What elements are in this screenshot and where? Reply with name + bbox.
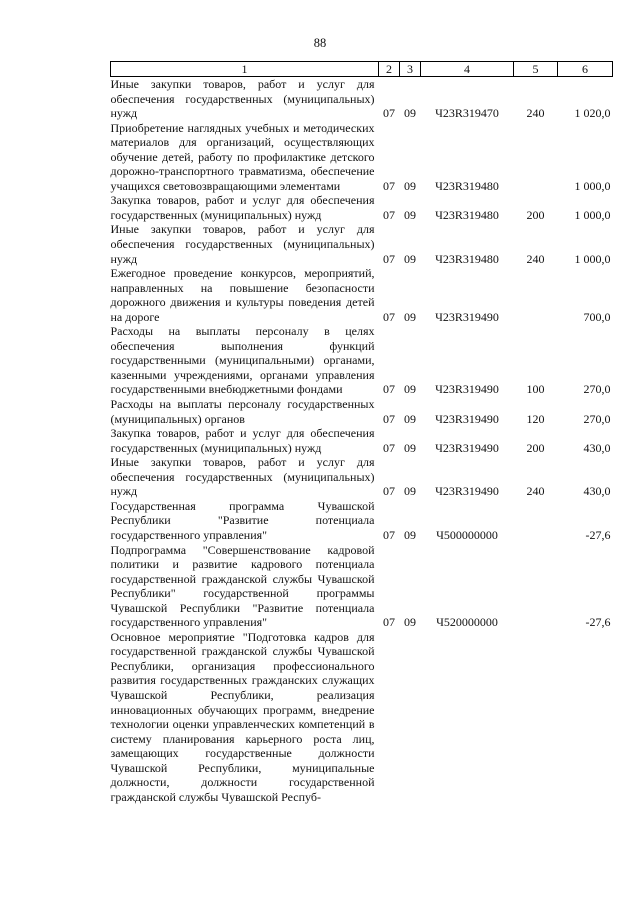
row-expense-type bbox=[514, 266, 558, 324]
row-section: 07 bbox=[383, 178, 395, 193]
row-expense-type bbox=[514, 630, 558, 805]
row-target-article: Ч23R319480 bbox=[435, 207, 499, 222]
row-section: 07 bbox=[383, 207, 395, 222]
table-row bbox=[111, 324, 613, 397]
page-number: 88 bbox=[313, 36, 327, 50]
row-section: 07 bbox=[383, 106, 395, 121]
row-target-article: Ч23R319490 bbox=[435, 484, 499, 499]
row-target-article: Ч500000000 bbox=[436, 527, 498, 542]
row-target-article: Ч23R319490 bbox=[435, 382, 499, 397]
row-description: Приобретение наглядных учебных и методических материалов для организаций, осуществляющих обучение детей, работу по профилактике детского дорожно-транспортного травматизма, обеспечение учащихся световозвращающими элементами bbox=[110, 120, 375, 193]
row-subsection: 09 bbox=[404, 527, 416, 542]
header-col-5: 5 bbox=[514, 62, 558, 77]
table-row bbox=[111, 455, 613, 499]
row-description: Иные закупки товаров, работ и услуг для обеспечения государственных (муниципальных) нужд bbox=[110, 222, 375, 266]
row-description: Закупка товаров, работ и услуг для обеспечения государственных (муниципальных) нужд bbox=[110, 193, 375, 222]
table-row bbox=[111, 426, 613, 455]
row-section: 07 bbox=[383, 309, 395, 324]
row-expense-type: 100 bbox=[526, 382, 545, 397]
row-section: 07 bbox=[383, 615, 395, 630]
row-subsection: 09 bbox=[404, 382, 416, 397]
row-subsection bbox=[400, 630, 421, 805]
table-row bbox=[111, 630, 613, 805]
table-row bbox=[111, 266, 613, 324]
row-expense-type bbox=[514, 499, 558, 543]
row-amount: 700,0 bbox=[583, 309, 611, 324]
table-row bbox=[111, 121, 613, 194]
row-expense-type: 200 bbox=[526, 440, 545, 455]
row-amount: -27,6 bbox=[585, 615, 611, 630]
row-subsection: 09 bbox=[404, 615, 416, 630]
row-target-article: Ч23R319480 bbox=[435, 251, 499, 266]
row-section: 07 bbox=[383, 251, 395, 266]
row-amount: 430,0 bbox=[583, 484, 611, 499]
row-amount: 430,0 bbox=[583, 440, 611, 455]
row-subsection: 09 bbox=[404, 411, 416, 426]
row-target-article: Ч520000000 bbox=[436, 615, 498, 630]
row-subsection: 09 bbox=[404, 440, 416, 455]
row-expense-type bbox=[514, 121, 558, 194]
header-col-1: 1 bbox=[111, 62, 379, 77]
row-section: 07 bbox=[383, 527, 395, 542]
row-section bbox=[379, 630, 400, 805]
header-col-6: 6 bbox=[558, 62, 613, 77]
row-section: 07 bbox=[383, 440, 395, 455]
row-target-article bbox=[421, 630, 514, 805]
row-amount: -27,6 bbox=[585, 527, 611, 542]
row-subsection: 09 bbox=[404, 106, 416, 121]
row-expense-type: 200 bbox=[526, 207, 545, 222]
row-description: Расходы на выплаты персоналу государственных (муниципальных) органов bbox=[110, 397, 375, 426]
row-description: Основное мероприятие "Подготовка кадров для государственной гражданской службы Чувашской Республики, организация профессионального развития государственных гражданских служащих Чувашской Республики, реализация инновационных обучающих программ, внедрение технологии оценки управленческих компетенций в систему планирования карьерного роста лиц, замещающих государственные должности Чувашской Республики, муниципальные должности, должности государственной гражданской службы Чувашской Респуб- bbox=[110, 629, 375, 804]
row-description: Закупка товаров, работ и услуг для обеспечения государственных (муниципальных) нужд bbox=[110, 426, 375, 455]
row-amount bbox=[558, 630, 613, 805]
row-expense-type bbox=[514, 543, 558, 630]
row-description: Иные закупки товаров, работ и услуг для обеспечения государственных (муниципальных) нужд bbox=[110, 455, 375, 499]
row-section: 07 bbox=[383, 382, 395, 397]
row-target-article: Ч23R319470 bbox=[435, 106, 499, 121]
row-section: 07 bbox=[383, 484, 395, 499]
header-col-2: 2 bbox=[379, 62, 400, 77]
row-expense-type: 240 bbox=[526, 251, 545, 266]
row-amount: 270,0 bbox=[583, 411, 611, 426]
row-amount: 1 000,0 bbox=[574, 251, 611, 266]
row-description: Подпрограмма "Совершенствование кадровой политики и развитие кадрового потенциала государственной гражданской службы Чувашской Республики" государственной программы Чувашской Республики "Развитие потенциала государственного управления" bbox=[110, 542, 375, 630]
table-row bbox=[111, 499, 613, 543]
row-target-article: Ч23R319480 bbox=[435, 178, 499, 193]
row-target-article: Ч23R319490 bbox=[435, 440, 499, 455]
row-description: Иные закупки товаров, работ и услуг для обеспечения государственных (муниципальных) нужд bbox=[110, 77, 375, 121]
row-subsection: 09 bbox=[404, 484, 416, 499]
row-amount: 270,0 bbox=[583, 382, 611, 397]
row-subsection: 09 bbox=[404, 207, 416, 222]
row-subsection: 09 bbox=[404, 309, 416, 324]
table-row bbox=[111, 77, 613, 121]
row-expense-type: 120 bbox=[526, 411, 545, 426]
row-subsection: 09 bbox=[404, 251, 416, 266]
table-row bbox=[111, 222, 613, 266]
row-expense-type: 240 bbox=[526, 484, 545, 499]
header-col-3: 3 bbox=[400, 62, 421, 77]
row-target-article: Ч23R319490 bbox=[435, 309, 499, 324]
row-description: Расходы на выплаты персоналу в целях обеспечения выполнения функций государственными (муниципальными) органами, казенными учреждениями, органами управления государственными внебюджетными фондами bbox=[110, 324, 375, 397]
row-target-article: Ч23R319490 bbox=[435, 411, 499, 426]
row-amount: 1 000,0 bbox=[574, 178, 611, 193]
row-description: Ежегодное проведение конкурсов, мероприятий, направленных на повышение безопасности дорожного движения и культуры поведения детей на дороге bbox=[110, 266, 375, 324]
table-row bbox=[111, 193, 613, 222]
header-col-4: 4 bbox=[421, 62, 514, 77]
budget-table bbox=[110, 61, 613, 804]
table-row bbox=[111, 543, 613, 630]
row-amount: 1 000,0 bbox=[574, 207, 611, 222]
row-description: Государственная программа Чувашской Республики "Развитие потенциала государственного управления" bbox=[110, 498, 375, 542]
row-section: 07 bbox=[383, 411, 395, 426]
row-amount: 1 020,0 bbox=[574, 106, 611, 121]
header-row bbox=[111, 62, 613, 77]
table-row bbox=[111, 397, 613, 426]
row-expense-type: 240 bbox=[526, 106, 545, 121]
row-subsection: 09 bbox=[404, 178, 416, 193]
